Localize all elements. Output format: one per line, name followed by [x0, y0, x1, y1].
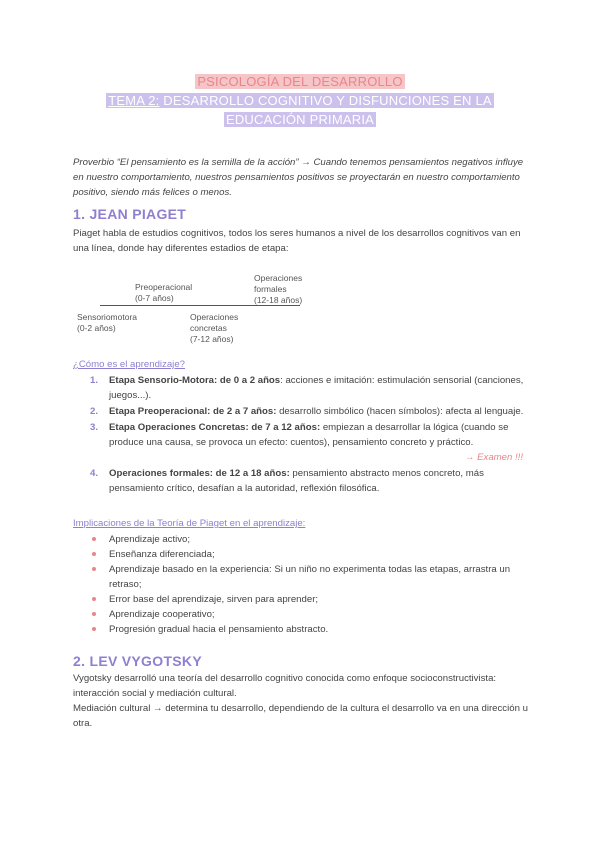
document-title [0, 72, 600, 129]
title-topic-prefix: TEMA 2: [108, 93, 160, 108]
exam-note: → Examen !!! [464, 452, 523, 463]
list-item: Enseñanza diferenciada; [73, 547, 533, 562]
bullet-icon [92, 627, 96, 631]
bullet-icon [92, 567, 96, 571]
section-heading-vygotsky: 2. LEV VYGOTSKY [73, 653, 202, 669]
diagram-concrete-label: Operaciones concretas (7-12 años) [190, 312, 239, 344]
list-item: 2. Etapa Preoperacional: de 2 a 7 años: desarrollo simbólico (hacen símbolos): afecta al lenguaje. [90, 406, 524, 417]
vygotsky-paragraph-2: Mediación cultural → determina tu desarrollo, dependiendo de la cultura el desarrollo va en una dirección u otra. [73, 703, 528, 729]
learning-subheading: ¿Cómo es el aprendizaje? [73, 359, 185, 370]
piaget-stages-diagram [73, 270, 333, 350]
diagram-sensor-label: Sensoriomotora (0-2 años) [77, 312, 138, 333]
diagram-preop-label: Preoperacional (0-7 años) [135, 282, 193, 303]
title-line-2: DESARROLLO COGNITIVO Y DISFUNCIONES EN LA [159, 93, 492, 108]
bullet-icon [92, 552, 96, 556]
implications-list [73, 532, 533, 637]
list-item: Error base del aprendizaje, sirven para aprender; [73, 592, 533, 607]
section-heading-piaget: 1. JEAN PIAGET [73, 206, 187, 222]
list-item: 4. Operaciones formales: de 12 a 18 años: pensamiento abstracto menos concreto, más pensamiento crítico, desafían a la autoridad, reflexión filosófica. [90, 468, 484, 494]
bullet-icon [92, 597, 96, 601]
proverb-paragraph: Proverbio “El pensamiento es la semilla de la acción” → Cuando tenemos pensamientos negativos influye en nuestro comportamiento, nuestros pensamientos positivos se proyectarán en nuestro comportamiento positivo, siendo más felices o menos. [73, 156, 524, 198]
list-item: Aprendizaje activo; [73, 532, 533, 547]
title-line-1: PSICOLOGÍA DEL DESARROLLO [197, 74, 403, 89]
list-item: Progresión gradual hacia el pensamiento abstracto. [73, 622, 533, 637]
list-item: Aprendizaje basado en la experiencia: Si un niño no experimenta todas las etapas, arrastra un retraso; [73, 562, 533, 592]
title-line-3: EDUCACIÓN PRIMARIA [225, 112, 375, 127]
list-item: 1. Etapa Sensorio-Motora: de 0 a 2 años: acciones e imitación: estimulación sensorial (canciones, juegos...). [90, 375, 524, 401]
stages-list [73, 373, 533, 497]
implications-subheading: Implicaciones de la Teoría de Piaget en el aprendizaje: [73, 518, 306, 529]
piaget-intro: Piaget habla de estudios cognitivos, todos los seres humanos a nivel de los desarrollos cognitivos van en una línea, donde hay diferentes estadios de etapa: [73, 228, 521, 254]
bullet-icon [92, 612, 96, 616]
vygotsky-paragraph-1: Vygotsky desarrolló una teoría del desarrollo cognitivo conocida como enfoque socioconstructivista: interacción social y mediación cultural. [73, 673, 497, 699]
list-item: 3. Etapa Operaciones Concretas: de 7 a 12 años: empiezan a desarrollar la lógica (cuando se produce una causa, se provoca un efecto: cuentos), pensamiento concreto y práctico. → Examen !!! [73, 420, 533, 465]
diagram-timeline [100, 305, 300, 306]
list-item: Aprendizaje cooperativo; [73, 607, 533, 622]
diagram-formal-label: Operaciones formales (12-18 años) [254, 273, 303, 305]
bullet-icon [92, 537, 96, 541]
